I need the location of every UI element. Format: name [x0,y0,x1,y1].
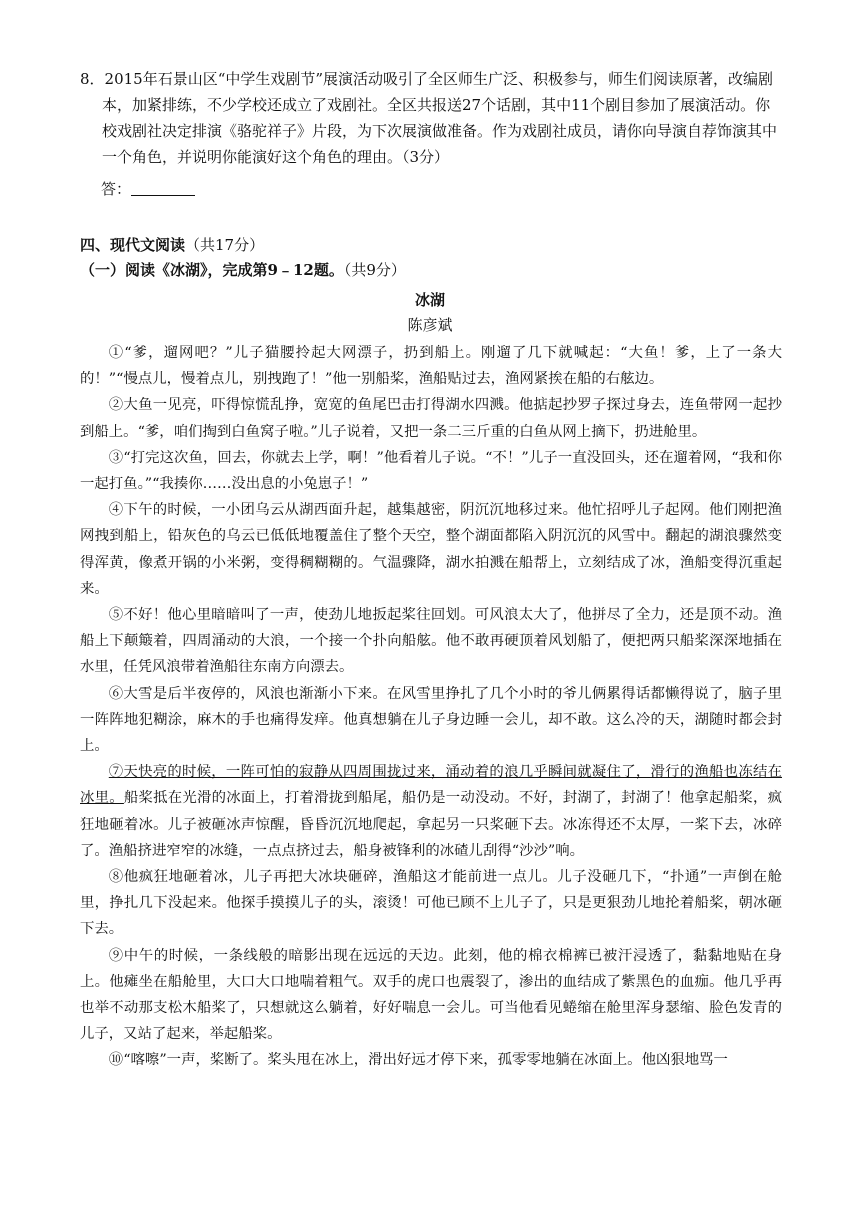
paragraph-5: ⑤不好！他心里暗暗叫了一声，使劲儿地扳起桨往回划。可风浪太大了，他拼尽了全力，还是顶不动。渔船上下颠簸着，四周涌动的大浪，一个接一个扑向船舷。他不敢再硬顶着风划船了，便把两只船桨深深地插在水里，任凭风浪带着渔船往东南方向漂去。 [80,607,782,676]
question-8-line-4: 一个角色，并说明你能演好这个角色的理由。（3分） [102,148,450,166]
paragraph-10: ⑩“喀嚓”一声，桨断了。桨头甩在冰上，滑出好远才停下来，孤零零地躺在冰面上。他凶狠地骂一 [108,1052,728,1069]
paragraph-4: ④下午的时候，一小团乌云从湖西面升起，越集越密，阴沉沉地移过来。他忙招呼儿子起网。他们刚把渔网拽到船上，铅灰色的乌云已低低地覆盖住了整个天空，整个湖面都陷入阴沉沉的风雪中。翻起的湖浪骤然变得浑黄，像煮开锅的小米粥，变得稠糊糊的。气温骤降，湖水拍溅在船帮上，立刻结成了冰，渔船变得沉重起来。 [80,502,782,597]
part-1-heading [80,257,406,283]
paragraph-9: ⑨中午的时候，一条线般的暗影出现在远远的天边。此刻，他的棉衣棉裤已被汗浸透了，黏黏地贴在身上。他瘫坐在船舱里，大口大口地喘着粗气。双手的虎口也震裂了，渗出的血结成了紫黑色的血痂。他几乎再也举不动那支松木船桨了，只想就这么躺着，好好喘息一会儿。可当他看见蜷缩在舱里浑身瑟缩、脸色发青的儿子，又站了起来，举起船桨。 [80,947,782,1043]
article-author: 陈彦斌 [407,316,453,334]
paragraph-6: ⑥大雪是后半夜停的，风浪也渐渐小下来。在风雪里挣扎了几个小时的爷儿俩累得话都懒得说了，脑子里一阵阵地犯糊涂，麻木的手也痛得发痒。他真想躺在儿子身边睡一会儿，却不敢。这么冷的天，湖随时都会封上。 [80,685,782,755]
question-8-line-1: 8．2015年石景山区“中学生戏剧节”展演活动吸引了全区师生广泛、积极参与，师生们阅读原著，改编剧 [80,70,774,88]
paragraph-7-underlined-sentence: ⑦天快亮的时候，一阵可怕的寂静从四周围拢过来，涌动着的浪几乎瞬间就凝住了，滑行的渔船也冻结在冰里。 [80,764,782,807]
answer-line [101,176,195,202]
part-1-heading-bold: （一）阅读《冰湖》，完成第9﹣12题。 [80,261,344,279]
question-8-line-2: 本，加紧排练，不少学校还成立了戏剧社。全区共报送27个话剧，其中11个剧目参加了展演活动。你 [102,96,771,114]
article-body [80,340,782,1074]
question-8-line-3: 校戏剧社决定排演《骆驼祥子》片段，为下次展演做准备。作为戏剧社成员，请你向导演自荐饰演其中 [102,122,778,140]
paragraph-7 [80,759,782,864]
section-4-heading-bold: 四、现代文阅读 [80,236,186,254]
answer-blank[interactable] [131,179,195,196]
article-title: 冰湖 [414,291,445,309]
paragraph-2: ②大鱼一见亮，吓得惊慌乱挣，宽宽的鱼尾巴击打得湖水四溅。他掂起抄罗子探过身去，连鱼带网一起抄到船上。“爹，咱们掏到白鱼窝子啦。”儿子说着，又把一条二三斤重的白鱼从网上摘下，扔进舱里。 [80,397,782,440]
paragraph-1: ①“爹，遛网吧？”儿子猫腰拎起大网漂子，扔到船上。刚遛了几下就喊起：“大鱼！爹，上了一条大的！”“慢点儿，慢着点儿，别拽跑了！”他一别船桨，渔船贴过去，渔网紧挨在船的右舷边。 [80,345,782,388]
section-4-heading-points: （共17分） [185,236,265,254]
part-1-heading-points: （共9分） [343,261,406,279]
paragraph-8: ⑧他疯狂地砸着冰，儿子再把大冰块砸碎，渔船这才能前进一点儿。儿子没砸几下，“扑通”一声倒在舱里，挣扎几下没起来。他探手摸摸儿子的头，滚烫！可他已顾不上儿子了，只是更狠劲儿地抡着船桨，朝冰砸下去。 [80,869,782,938]
answer-label: 答： [101,180,132,198]
paragraph-3: ③“打完这次鱼，回去，你就去上学，啊！”他看着儿子说。“不！”儿子一直没回头，还在遛着网，“我和你一起打鱼。”“我揍你……没出息的小兔崽子！” [80,449,782,493]
section-4-heading [80,232,264,258]
question-8 [80,66,780,170]
paragraph-7-rest: 船桨抵在光滑的冰面上，打着滑拢到船尾，船仍是一动没动。不好，封湖了，封湖了！他拿起船桨，疯狂地砸着冰。儿子被砸冰声惊醒，昏昏沉沉地爬起，拿起另一只桨砸下去。冰冻得还不太厚，一桨下去，冰碎了。渔船挤进窄窄的冰缝，一点点挤过去，船身被锋利的冰碴儿刮得“沙沙”响。 [80,790,782,859]
